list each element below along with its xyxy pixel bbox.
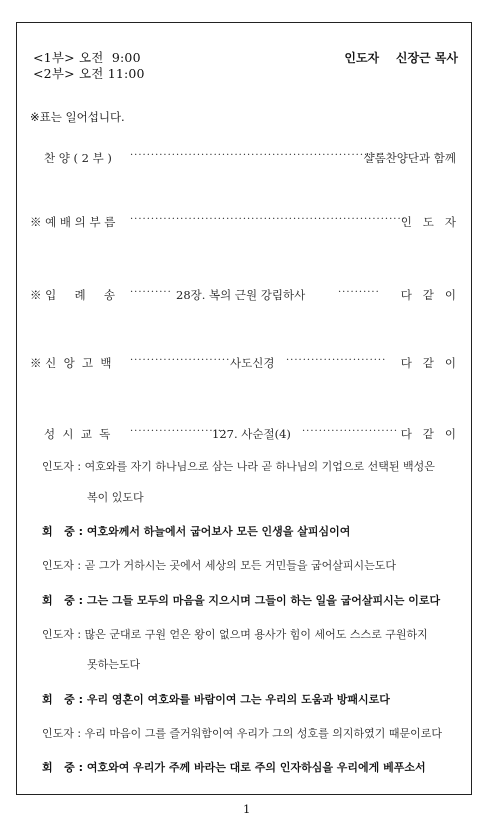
order-call: ※ 예 배 의 부 름 [30,215,116,229]
order-hymn: ※ 입 례 송 [30,288,116,302]
resp-text: 우리 영혼이 여호와를 바람이여 그는 우리의 도움과 방패시로다 [86,693,390,706]
resp-text: 많은 군대로 구원 얻은 왕이 없으며 용사가 힘이 세어도 스스로 구원하지 [84,628,428,641]
resp-text: 여호와를 자기 하나님으로 삼는 나라 곧 하나님의 기업으로 선택된 백성은 [84,460,435,473]
leader-name: 인도자 신장근 목사 [344,51,458,65]
order-creed-title: 사도신경 [230,356,275,370]
service-1-time: 오전 9:00 [78,50,141,65]
standing-note: ※표는 일어섭니다. [30,110,125,124]
order-reading-right: 다 같 이 [400,427,456,441]
order-creed: ※ 신 앙 고 백 [30,356,112,370]
resp-text: 못하는도다 [87,658,141,671]
order-praise-dots: ···························································· [130,150,381,161]
order-reading-dots-right: ······················· [302,426,399,437]
resp-text: 곧 그가 거하시는 곳에서 세상의 모든 거민들을 굽어살피시는도다 [84,559,396,572]
resp-speaker: 회 중 : [42,525,83,538]
resp-line-5 [42,592,440,608]
resp-text: 여호와께서 하늘에서 굽어보사 모든 인생을 살피심이여 [86,525,351,538]
order-hymn-dots-right: ·········· [338,287,380,298]
order-call-dots: ·································································· [130,214,406,225]
resp-line-9 [42,725,442,741]
resp-line-8 [42,691,390,707]
order-call-right: 인 도 자 [400,215,456,229]
resp-line-7 [87,656,140,672]
resp-text: 그는 그들 모두의 마음을 지으시며 그들이 하는 일을 굽어살피시는 이로다 [86,594,441,607]
bulletin-frame [16,22,472,795]
resp-line-2 [87,489,144,505]
resp-text: 복이 있도다 [87,491,144,504]
order-creed-right: 다 같 이 [400,356,456,370]
service-1-label: <1부> [33,50,75,65]
resp-speaker: 인도자 : [42,727,82,740]
resp-line-6 [42,626,428,642]
resp-speaker: 인도자 : [42,460,82,473]
order-hymn-title: 28장. 복의 근원 강림하사 [176,288,306,302]
order-praise-right: 샬롬찬양단과 함께 [363,151,456,165]
resp-line-10 [42,759,426,775]
order-praise: 찬 양 ( 2 부 ) [44,151,112,165]
order-creed-dots-left: ························ [130,355,231,366]
service-2 [33,64,145,82]
order-reading-title: 127. 사순절(4) [212,427,291,441]
resp-speaker: 인도자 : [42,628,82,641]
resp-line-4 [42,557,396,573]
resp-text: 우리 마음이 그를 즐거워함이여 우리가 그의 성호를 의지하였기 때문이로다 [84,727,442,740]
resp-speaker: 회 중 : [42,594,83,607]
resp-text: 여호와여 우리가 주께 바라는 대로 주의 인자하심을 우리에게 베푸소서 [86,761,426,774]
resp-speaker: 회 중 : [42,693,83,706]
service-2-label: <2부> [33,66,75,81]
order-hymn-right: 다 같 이 [400,288,456,302]
resp-line-3 [42,523,350,539]
service-2-time: 오전 11:00 [78,66,145,81]
order-creed-dots-right: ························ [286,355,387,366]
resp-line-1 [42,458,435,474]
order-hymn-dots-left: ·········· [130,287,172,298]
order-reading: 성 시 교 독 [44,427,111,441]
resp-speaker: 인도자 : [42,559,82,572]
page-number: 1 [243,802,251,816]
resp-speaker: 회 중 : [42,761,83,774]
order-reading-dots-left: ······················· [130,426,227,437]
